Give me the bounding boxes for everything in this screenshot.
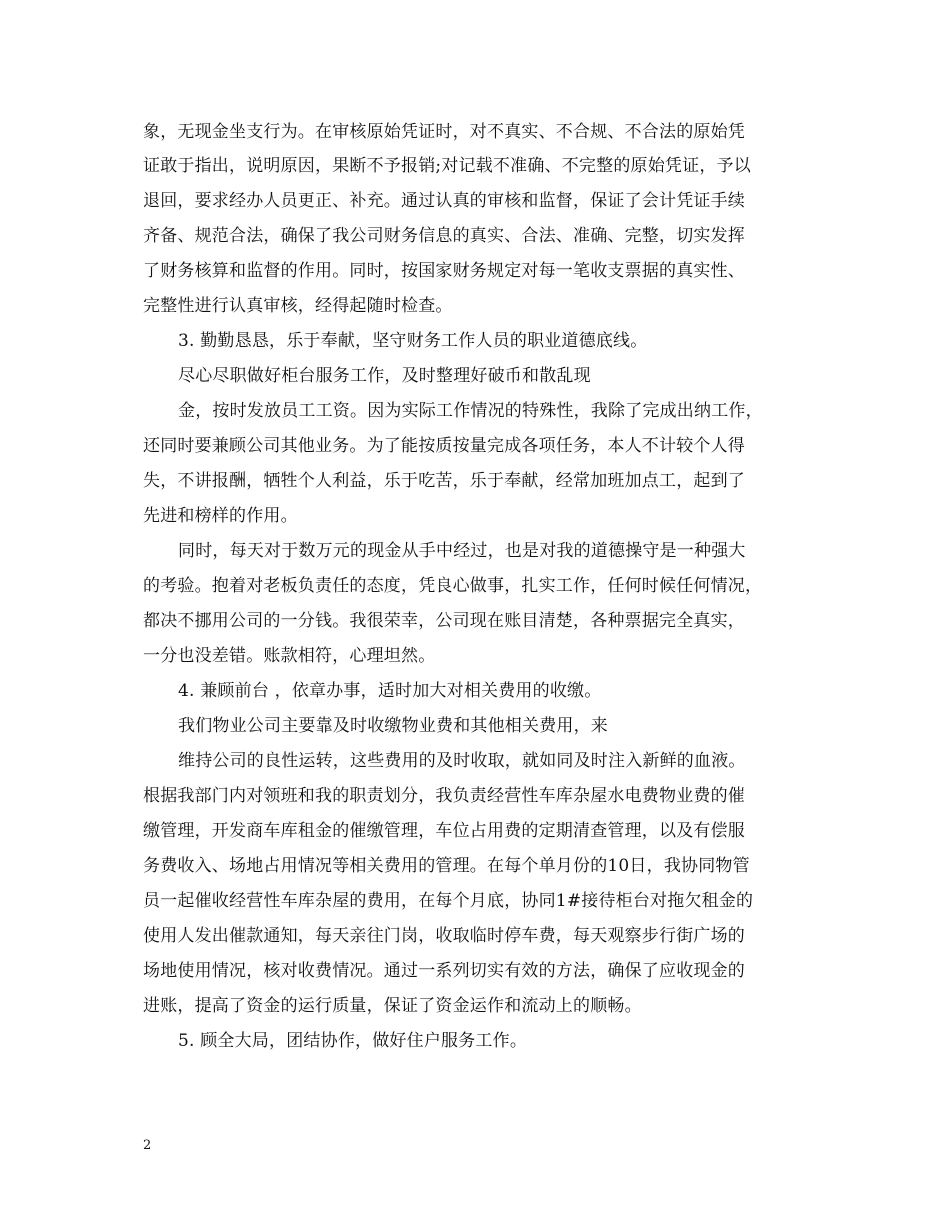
text-line: 完整性进行认真审核，经得起随时检查。 (143, 296, 453, 316)
text-line: 象，无现金坐支行为。在审核原始凭证时，对不真实、不合规、不合法的原始凭 (143, 122, 745, 142)
text-line: 同时，每天对于数万元的现金从手中经过，也是对我的道德操守是一种强大 (178, 541, 746, 561)
text-line: 维持公司的良性运转，这些费用的及时收取，就如同及时注入新鲜的血液。 (178, 751, 746, 771)
text-line: 使用人发出催款通知，每天亲往门岗，收取临时停车费，每天观察步行街广场的 (143, 926, 745, 946)
text-line: 还同时要兼顾公司其他业务。为了能按质按量完成各项任务，本人不计较个人得 (143, 436, 745, 456)
text-line: 缴管理，开发商车库租金的催缴管理，车位占用费的定期清查管理，以及有偿服 (143, 821, 745, 841)
text-line: 了财务核算和监督的作用。同时，按国家财务规定对每一笔收支票据的真实性、 (143, 261, 745, 281)
text-line: 都决不挪用公司的一分钱。我很荣幸，公司现在账目清楚，各种票据完全真实， (143, 611, 745, 631)
section-heading: 5. 顾全大局，团结协作，做好住户服务工作。 (178, 1031, 528, 1051)
text-line: 失，不讲报酬，牺牲个人利益，乐于吃苦，乐于奉献，经常加班加点工，起到了 (143, 471, 745, 491)
text-line: 尽心尽职做好柜台服务工作，及时整理好破币和散乱现 (178, 366, 591, 386)
text-line: 进账，提高了资金的运行质量，保证了资金运作和流动上的顺畅。 (143, 996, 642, 1016)
text-line: 金，按时发放员工工资。因为实际工作情况的特殊性，我除了完成出纳工作， (178, 401, 763, 421)
text-line: 的考验。抱着对老板负责任的态度，凭良心做事，扎实工作，任何时候任何情况， (143, 576, 763, 596)
page-number: 2 (143, 1138, 152, 1153)
text-line: 证敢于指出，说明原因，果断不予报销;对记载不准确、不完整的原始凭证，予以 (143, 156, 751, 176)
text-line: 退回，要求经办人员更正、补充。通过认真的审核和监督，保证了会计凭证手续 (143, 191, 745, 211)
text-line: 员一起催收经营性车库杂屋的费用，在每个月底，协同1#接待柜台对拖欠租金的 (143, 891, 754, 911)
text-line: 根据我部门内对领班和我的职责划分，我负责经营性车库杂屋水电费物业费的催 (143, 786, 745, 806)
text-line: 场地使用情况，核对收费情况。通过一系列切实有效的方法，确保了应收现金的 (143, 961, 745, 981)
text-line: 一分也没差错。账款相符，心理坦然。 (143, 646, 436, 666)
text-line: 齐备、规范合法，确保了我公司财务信息的真实、合法、准确、完整，切实发挥 (143, 226, 745, 246)
text-line: 我们物业公司主要靠及时收缴物业费和其他相关费用，来 (178, 716, 608, 736)
text-line: 务费收入、场地占用情况等相关费用的管理。在每个单月份的10日，我协同物管 (143, 856, 750, 876)
section-heading: 4. 兼顾前台 ，依章办事，适时加大对相关费用的收缴。 (178, 681, 602, 701)
section-heading: 3. 勤勤恳恳，乐于奉献，坚守财务工作人员的职业道德底线。 (178, 331, 648, 351)
text-line: 先进和榜样的作用。 (143, 506, 298, 526)
